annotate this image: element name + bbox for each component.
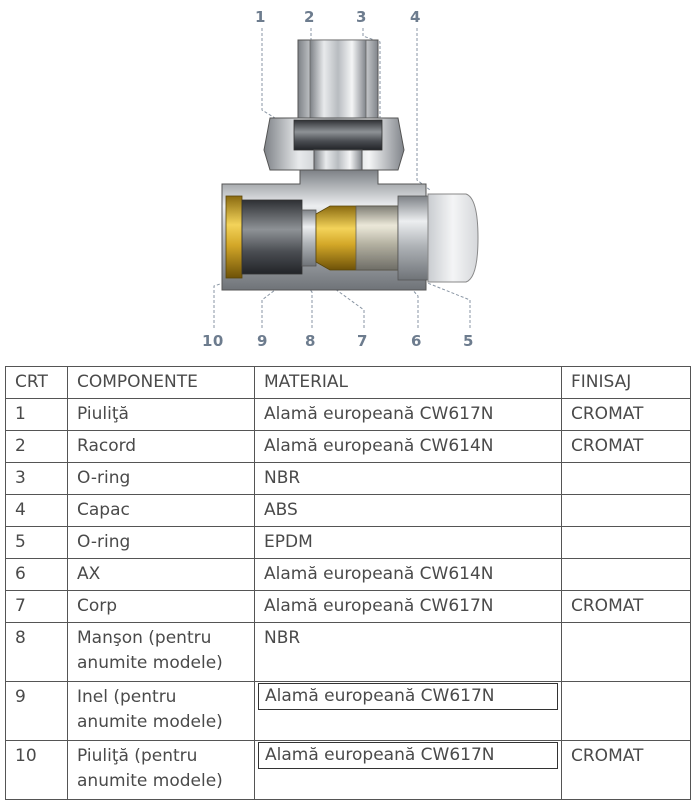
table-header-row [6, 367, 691, 399]
cell-component: Piuliţă [68, 399, 255, 431]
cell-crt: 4 [6, 495, 68, 527]
cell-crt: 8 [6, 623, 68, 682]
cell-finish [562, 495, 691, 527]
cell-material: NBR [255, 623, 562, 682]
table-row [6, 399, 691, 431]
cell-component: Manşon (pentru anumite modele) [68, 623, 255, 682]
cell-material-text: Alamă europeană CW617N [258, 742, 558, 769]
cell-crt: 7 [6, 591, 68, 623]
components-table [5, 366, 691, 800]
cell-crt: 2 [6, 431, 68, 463]
cell-component: AX [68, 559, 255, 591]
cell-finish [562, 682, 691, 741]
cell-material: Alamă europeană CW617N [255, 591, 562, 623]
cell-component: Capac [68, 495, 255, 527]
header-material: MATERIAL [255, 367, 562, 399]
cell-material: EPDM [255, 527, 562, 559]
table-row [6, 527, 691, 559]
cell-crt: 1 [6, 399, 68, 431]
cell-finish [562, 463, 691, 495]
cell-material: Alamă europeană CW614N [255, 559, 562, 591]
cell-component: Piuliţă (pentru anumite modele) [68, 741, 255, 800]
table-row [6, 741, 691, 800]
cell-crt: 6 [6, 559, 68, 591]
cell-finish: CROMAT [562, 399, 691, 431]
callout-5: 5 [463, 332, 474, 350]
cell-material: Alamă europeană CW614N [255, 431, 562, 463]
table-row [6, 559, 691, 591]
cell-finish [562, 623, 691, 682]
table-row [6, 431, 691, 463]
valve-body [222, 170, 428, 290]
cell-finish [562, 527, 691, 559]
cell-finish: CROMAT [562, 591, 691, 623]
cell-component: Racord [68, 431, 255, 463]
cell-material-text: Alamă europeană CW617N [258, 683, 558, 710]
cell-finish: CROMAT [562, 431, 691, 463]
cell-crt: 9 [6, 682, 68, 741]
cell-crt: 10 [6, 741, 68, 800]
table-row [6, 682, 691, 741]
cell-material [255, 682, 562, 741]
header-finisaj: FINISAJ [562, 367, 691, 399]
cap [428, 194, 478, 282]
cell-finish: CROMAT [562, 741, 691, 800]
table-row [6, 623, 691, 682]
callout-1: 1 [255, 8, 266, 26]
callout-7: 7 [357, 332, 368, 350]
callout-4: 4 [410, 8, 421, 26]
cell-component: Corp [68, 591, 255, 623]
cell-material: ABS [255, 495, 562, 527]
table-row [6, 495, 691, 527]
table-row [6, 463, 691, 495]
header-crt: CRT [6, 367, 68, 399]
cell-crt: 5 [6, 527, 68, 559]
cell-component: O-ring [68, 463, 255, 495]
callout-6: 6 [411, 332, 422, 350]
callout-3: 3 [356, 8, 367, 26]
callout-10: 10 [202, 332, 224, 350]
cell-crt: 3 [6, 463, 68, 495]
cell-component: Inel (pentru anumite modele) [68, 682, 255, 741]
callout-2: 2 [304, 8, 315, 26]
cell-material [255, 741, 562, 800]
header-componente: COMPONENTE [68, 367, 255, 399]
callout-8: 8 [305, 332, 316, 350]
valve-cross-section-diagram [0, 0, 696, 364]
table-row [6, 591, 691, 623]
cell-material: Alamă europeană CW617N [255, 399, 562, 431]
cell-finish [562, 559, 691, 591]
callout-9: 9 [257, 332, 268, 350]
cell-material: NBR [255, 463, 562, 495]
cell-component: O-ring [68, 527, 255, 559]
